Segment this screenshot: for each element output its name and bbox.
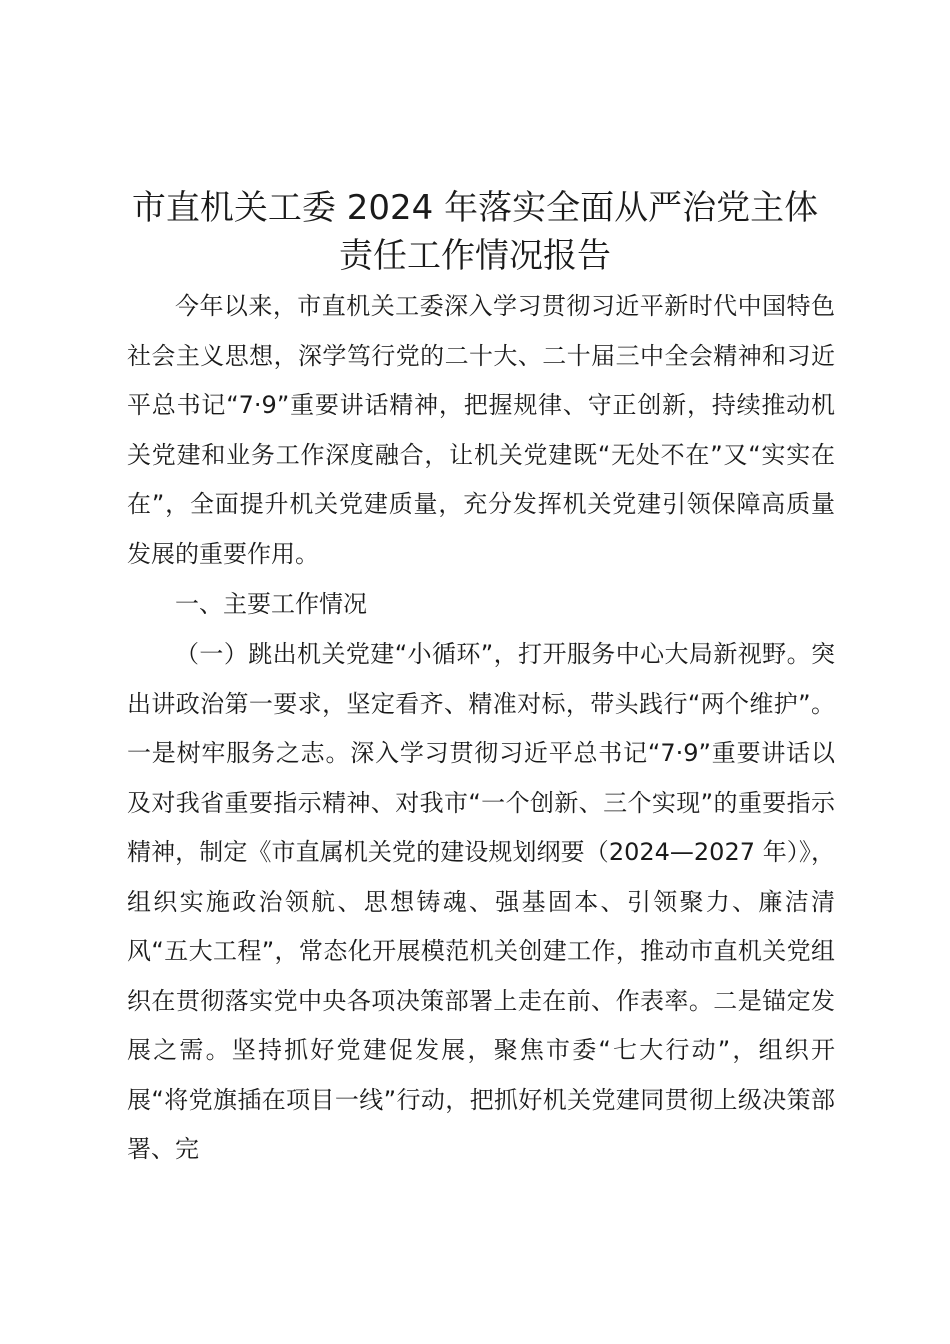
section-heading: 一、主要工作情况 [175, 590, 367, 618]
body-paragraph: （一）跳出机关党建“小循环”，打开服务中心大局新视野。突出讲政治第一要求，坚定看齐、精准对标，带头践行“两个维护”。一是树牢服务之志。深入学习贯彻习近平总书记“7·9”重要讲话以及对我省重要指示精神、对我市“一个创新、三个实现”的重要指示精神，制定《市直属机关党的建设规划纲要（2024—2027 年）》，组织实施政治领航、思想铸魂、强基固本、引领聚力、廉洁清风“五大工程”，常态化开展模范机关创建工作，推动市直机关党组织在贯彻落实党中央各项决策部署上走在前、作表率。二是锚定发展之需。坚持抓好党建促发展，聚焦市委“七大行动”，组织开展“将党旗插在项目一线”行动，把抓好机关党建同贯彻上级决策部署、完 [127, 640, 835, 1163]
document-title-line1: 市直机关工委 2024 年落实全面从严治党主体 [131, 188, 819, 228]
intro-paragraph: 今年以来，市直机关工委深入学习贯彻习近平新时代中国特色社会主义思想，深学笃行党的二十大、二十届三中全会精神和习近平总书记“7·9”重要讲话精神，把握规律、守正创新，持续推动机关党建和业务工作深度融合，让机关党建既“无处不在”又“实实在在”，全面提升机关党建质量，充分发挥机关党建引领保障高质量发展的重要作用。 [127, 292, 835, 568]
document-title-line2: 责任工作情况报告 [339, 236, 611, 276]
